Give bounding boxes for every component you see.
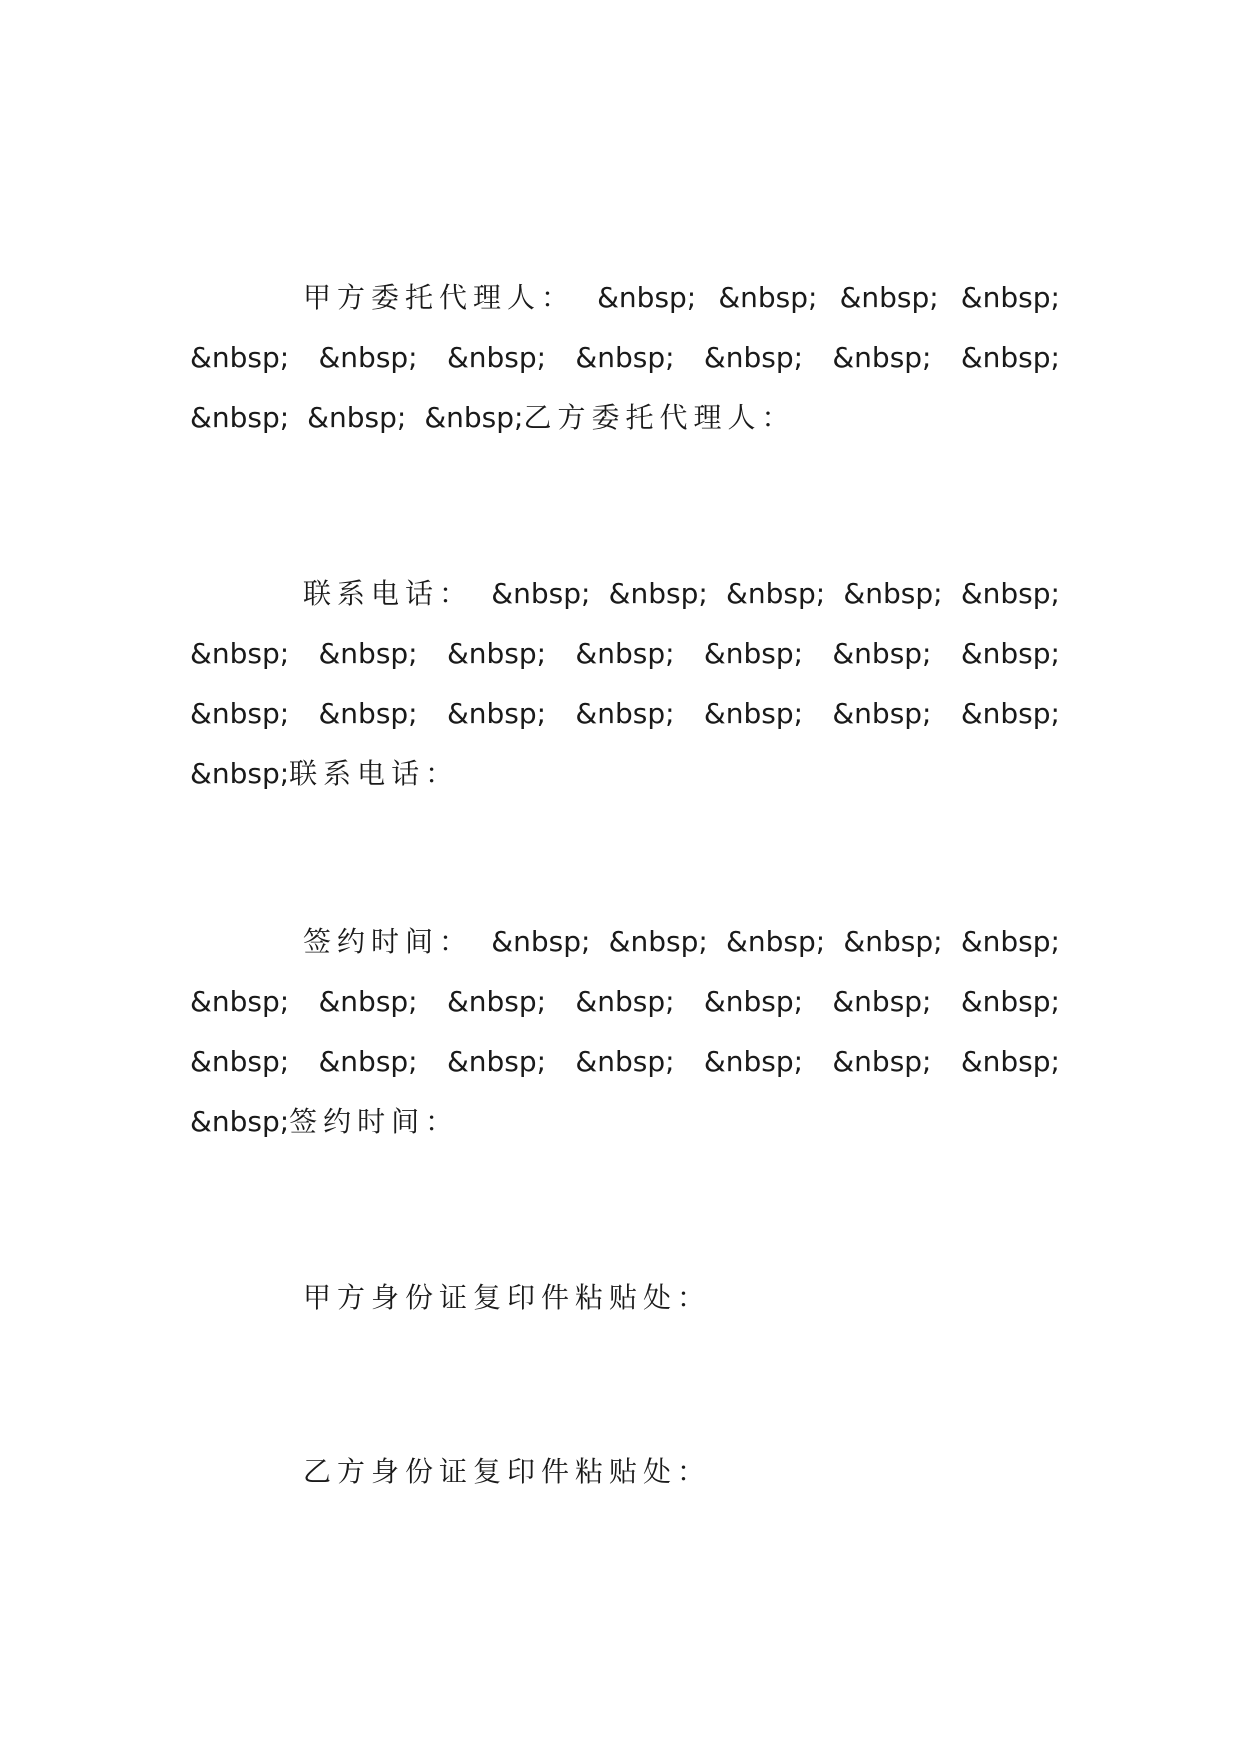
nbsp-entity: &nbsp; [190,757,290,790]
party-b-phone-label: 联系电话： [289,757,460,790]
nbsp-entity: &nbsp; [318,341,418,374]
nbsp-entity: &nbsp; [839,281,939,314]
nbsp-entity: &nbsp; [597,281,697,314]
nbsp-entity: &nbsp; [318,1045,418,1078]
nbsp-entity: &nbsp; [703,985,804,1018]
nbsp-entity: &nbsp; [832,341,932,374]
nbsp-entity: &nbsp; [190,637,290,670]
nbsp-entity: &nbsp; [575,697,675,730]
party-a-id-copy-label: 甲方身份证复印件粘贴处： [303,1281,712,1314]
party-b-id-copy-label: 乙方身份证复印件粘贴处： [303,1455,712,1488]
nbsp-entity: &nbsp; [318,985,418,1018]
nbsp-entity: &nbsp; [446,1045,547,1078]
date-line-2 [190,980,1060,1024]
date-line-4 [190,1100,1060,1144]
nbsp-entity: &nbsp; [832,985,932,1018]
phone-line-1 [303,572,1060,616]
nbsp-entity: &nbsp; [190,341,290,374]
nbsp-entity: &nbsp; [703,1045,804,1078]
date-line-1 [303,920,1060,964]
nbsp-entity: &nbsp; [960,341,1060,374]
nbsp-entity: &nbsp; [318,637,418,670]
nbsp-entity: &nbsp; [608,577,708,610]
nbsp-entity: &nbsp; [307,401,407,434]
nbsp-entity: &nbsp; [960,281,1060,314]
phone-line-3 [190,692,1060,736]
nbsp-entity: &nbsp; [960,577,1060,610]
nbsp-entity: &nbsp; [190,1045,290,1078]
nbsp-entity: &nbsp; [446,985,547,1018]
nbsp-entity: &nbsp; [703,637,804,670]
nbsp-entity: &nbsp; [575,637,675,670]
nbsp-entity: &nbsp; [843,577,943,610]
date-line-3 [190,1040,1060,1084]
phone-line-2 [190,632,1060,676]
nbsp-entity: &nbsp; [832,697,932,730]
party-b-id-copy-line [303,1450,1060,1494]
nbsp-entity: &nbsp; [832,637,932,670]
nbsp-entity: &nbsp; [491,925,591,958]
agent-line-1 [303,276,1060,320]
nbsp-entity: &nbsp; [446,637,547,670]
nbsp-entity: &nbsp; [318,697,418,730]
nbsp-entity: &nbsp; [703,341,804,374]
nbsp-entity: &nbsp; [832,1045,932,1078]
nbsp-entity: &nbsp; [703,697,804,730]
phone-line-4 [190,752,1060,796]
nbsp-entity: &nbsp; [718,281,818,314]
nbsp-entity: &nbsp; [190,401,290,434]
nbsp-entity: &nbsp; [190,697,290,730]
nbsp-entity: &nbsp; [960,925,1060,958]
nbsp-entity: &nbsp; [424,401,524,434]
nbsp-entity: &nbsp; [446,341,547,374]
nbsp-entity: &nbsp; [843,925,943,958]
nbsp-entity: &nbsp; [575,985,675,1018]
party-a-date-label: 签约时间： [303,925,474,958]
nbsp-entity: &nbsp; [575,1045,675,1078]
nbsp-entity: &nbsp; [190,985,290,1018]
nbsp-entity: &nbsp; [960,1045,1060,1078]
nbsp-entity: &nbsp; [575,341,675,374]
party-a-phone-label: 联系电话： [303,577,474,610]
agent-line-3 [190,396,1060,440]
nbsp-entity: &nbsp; [960,697,1060,730]
nbsp-entity: &nbsp; [608,925,708,958]
nbsp-entity: &nbsp; [491,577,591,610]
nbsp-entity: &nbsp; [726,577,826,610]
nbsp-entity: &nbsp; [190,1105,290,1138]
nbsp-entity: &nbsp; [960,985,1060,1018]
nbsp-entity: &nbsp; [446,697,547,730]
agent-line-2 [190,336,1060,380]
party-a-agent-label: 甲方委托代理人： [303,281,576,314]
nbsp-entity: &nbsp; [726,925,826,958]
party-b-date-label: 签约时间： [289,1105,460,1138]
party-b-agent-label: 乙方委托代理人： [523,401,796,434]
party-a-id-copy-line [303,1276,1060,1320]
nbsp-entity: &nbsp; [960,637,1060,670]
